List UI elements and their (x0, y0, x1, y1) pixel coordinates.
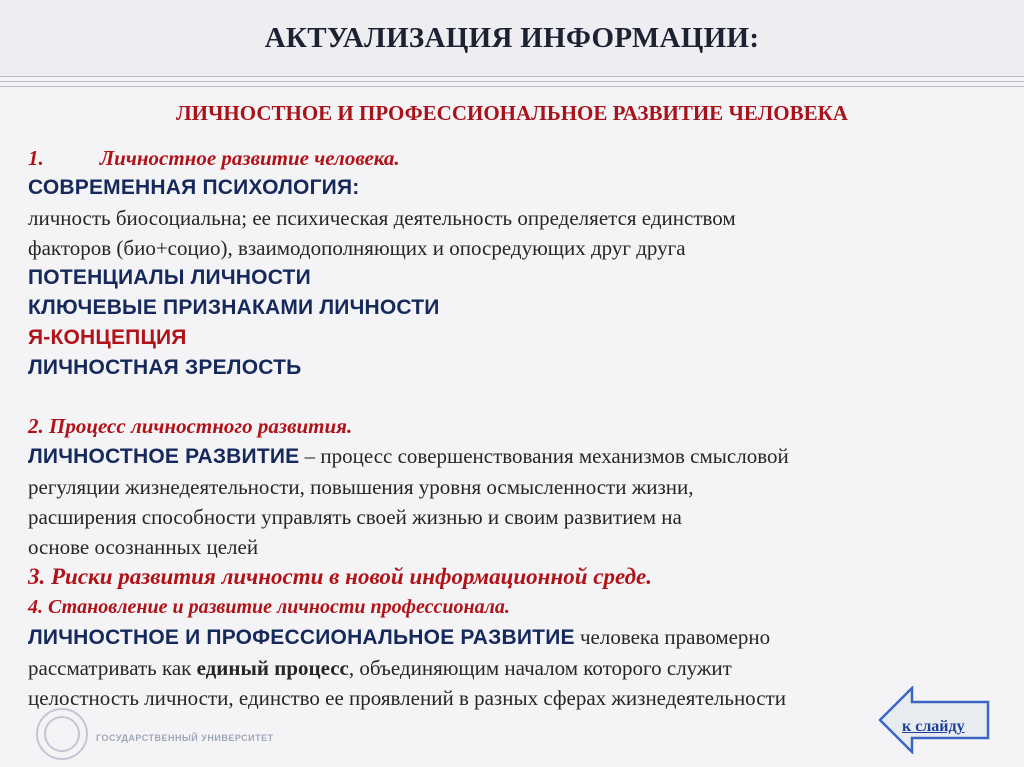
section2-definition-line (28, 441, 1008, 472)
university-logo-icon (36, 708, 88, 760)
personality-potentials-item: ПОТЕНЦИАЛЫ ЛИЧНОСТИ (28, 266, 311, 289)
divider-line (0, 76, 1024, 77)
key-features-item: КЛЮЧЕВЫЕ ПРИЗНАКАМИ ЛИЧНОСТИ (28, 296, 440, 319)
section1-heading (28, 143, 1008, 173)
section2-term: ЛИЧНОСТНОЕ РАЗВИТИЕ (28, 445, 300, 468)
section4-definition-line (28, 622, 1008, 653)
unified-process-term: единый процесс (196, 656, 349, 680)
section1-text-line: факторов (био+социо), взаимодополняющих и опосредующих друг друга (28, 236, 686, 260)
back-to-slide-label: к слайду (902, 718, 965, 735)
section2-definition-line: расширения способности управлять своей жизнью и своим развитием на (28, 505, 682, 529)
self-concept-item: Я-КОНЦЕПЦИЯ (28, 326, 187, 349)
back-to-slide-button[interactable] (878, 686, 990, 754)
section2-heading: 2. Процесс личностного развития. (28, 414, 353, 438)
section4-definition-line (28, 653, 1008, 683)
section1-number: 1. (28, 146, 44, 170)
divider-line (0, 81, 1024, 82)
psychology-label: СОВРЕМЕННАЯ ПСИХОЛОГИЯ: (28, 176, 360, 199)
section3-heading: 3. Риски развития личности в новой информационной среде. (28, 564, 652, 589)
section4-term: ЛИЧНОСТНОЕ И ПРОФЕССИОНАЛЬНОЕ РАЗВИТИЕ (28, 626, 575, 649)
section1-title: Личностное развитие человека. (99, 146, 400, 170)
section4-line2-rest: , объединяющим началом которого служит (348, 656, 732, 680)
university-name: ГОСУДАРСТВЕННЫЙ УНИВЕРСИТЕТ (96, 733, 274, 743)
section2-definition-start: – процесс совершенствования механизмов смысловой (299, 444, 789, 468)
slide-content (28, 143, 1008, 713)
slide-subtitle: ЛИЧНОСТНОЕ И ПРОФЕССИОНАЛЬНОЕ РАЗВИТИЕ ЧЕЛОВЕКА (176, 101, 848, 125)
section4-line1-rest: человека правомерно (574, 625, 771, 649)
section4-line2-start: рассматривать как (28, 656, 197, 680)
section4-heading: 4. Становление и развитие личности профессионала. (28, 596, 510, 618)
section2-definition-line: основе осознанных целей (28, 535, 259, 559)
personal-maturity-item: ЛИЧНОСТНАЯ ЗРЕЛОСТЬ (28, 356, 302, 379)
section4-definition-line: целостность личности, единство ее проявлений в разных сферах жизнедеятельности (28, 686, 786, 710)
slide-title: АКТУАЛИЗАЦИЯ ИНФОРМАЦИИ: (264, 22, 760, 54)
divider-line (0, 86, 1024, 87)
section1-text-line: личность биосоциальна; ее психическая деятельность определяется единством (28, 206, 736, 230)
section2-definition-line: регуляции жизнедеятельности, повышения уровня осмысленности жизни, (28, 475, 694, 499)
